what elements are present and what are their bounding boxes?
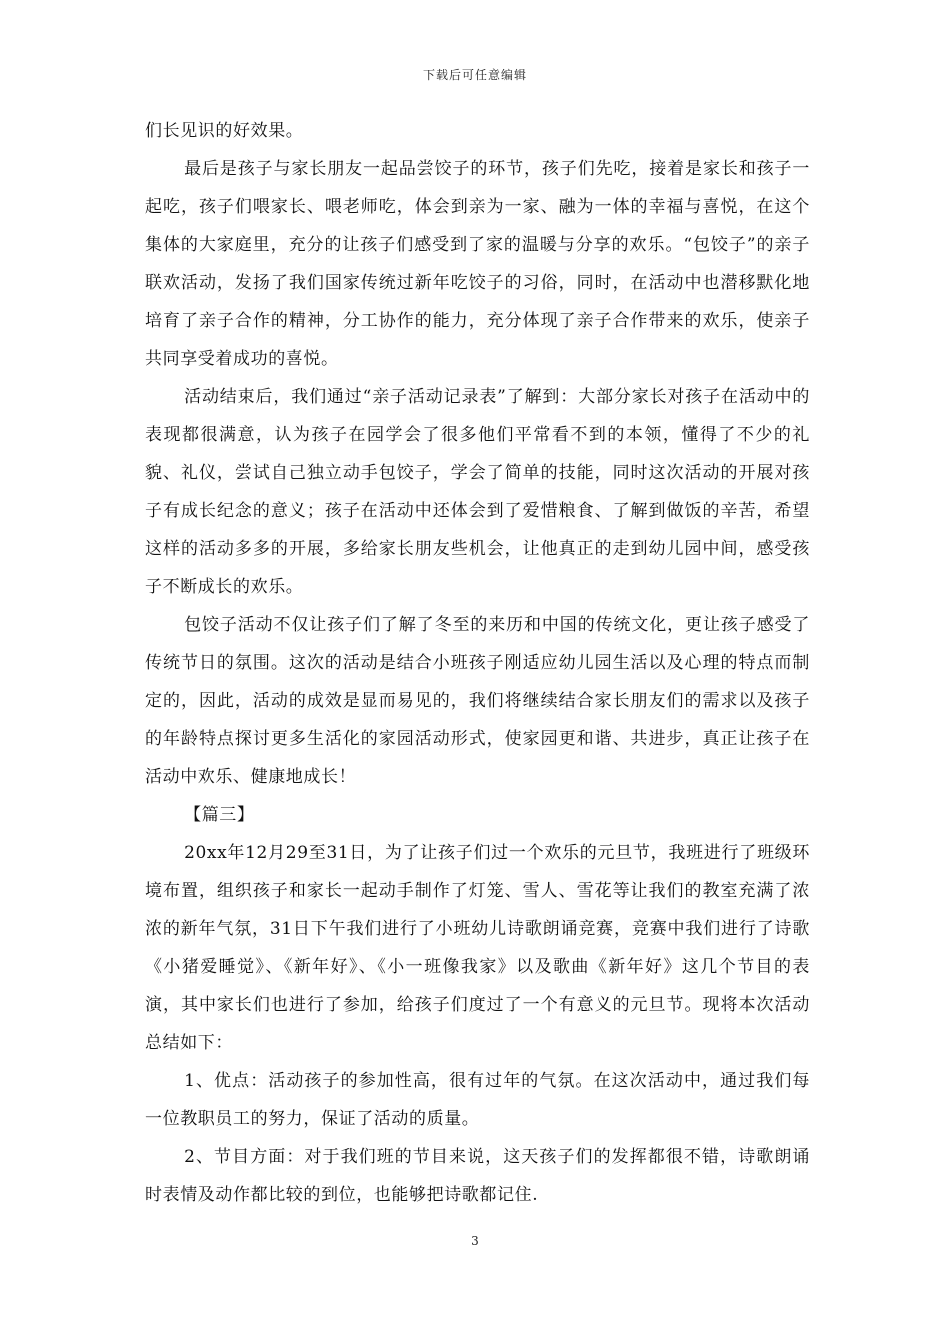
paragraph-tasting-dumplings: 最后是孩子与家长朋友一起品尝饺子的环节，孩子们先吃，接着是家长和孩子一起吃，孩子们喂家长、喂老师吃，体会到亲为一家、融为一体的幸福与喜悦，在这个集体的大家庭里，充分的让孩子们感受到了家的温暖与分享的欢乐。“包饺子”的亲子联欢活动，发扬了我们国家传统过新年吃饺子的习俗，同时，在活动中也潜移默化地培育了亲子合作的精神，分工协作的能力，充分体现了亲子合作带来的欢乐，使亲子共同享受着成功的喜悦。 bbox=[145, 159, 810, 369]
paragraph-point-programs: 2、节目方面：对于我们班的节目来说，这天孩子们的发挥都很不错，诗歌朗诵时表情及动作都比较的到位，也能够把诗歌都记住. bbox=[145, 1147, 810, 1205]
paragraph-new-year-event: 20xx年12月29至31日，为了让孩子们过一个欢乐的元旦节，我班进行了班级环境布置，组织孩子和家长一起动手制作了灯笼、雪人、雪花等让我们的教室充满了浓浓的新年气氛，31日下午我们进行了小班幼儿诗歌朗诵竞赛，竞赛中我们进行了诗歌《小猪爱睡觉》、《新年好》、《小一班像我家》以及歌曲《新年好》这几个节目的表演，其中家长们也进行了参加，给孩子们度过了一个有意义的元旦节。现将本次活动总结如下： bbox=[145, 843, 810, 1053]
document-body bbox=[145, 112, 810, 1214]
section-heading-part-three: 【篇三】 bbox=[184, 805, 255, 825]
page-header: 下载后可任意编辑 bbox=[422, 68, 527, 82]
paragraph-continuation: 们长见识的好效果。 bbox=[145, 121, 304, 141]
paragraph-dumpling-summary: 包饺子活动不仅让孩子们了解了冬至的来历和中国的传统文化，更让孩子感受了传统节日的氛围。这次的活动是结合小班孩子刚适应幼儿园生活以及心理的特点而制定的，因此，活动的成效是显而易见的，我们将继续结合家长朋友们的需求以及孩子的年龄特点探讨更多生活化的家园活动形式，使家园更和谐、共进步，真正让孩子在活动中欢乐、健康地成长！ bbox=[145, 615, 810, 787]
paragraph-point-advantages: 1、优点：活动孩子的参加性高，很有过年的气氛。在这次活动中，通过我们每一位教职员工的努力，保证了活动的质量。 bbox=[145, 1071, 810, 1129]
paragraph-activity-feedback: 活动结束后，我们通过“亲子活动记录表”了解到：大部分家长对孩子在活动中的表现都很满意，认为孩子在园学会了很多他们平常看不到的本领，懂得了不少的礼貌、礼仪，尝试自己独立动手包饺子，学会了简单的技能，同时这次活动的开展对孩子有成长纪念的意义；孩子在活动中还体会到了爱惜粮食、了解到做饭的辛苦，希望这样的活动多多的开展，多给家长朋友些机会，让他真正的走到幼儿园中间，感受孩子不断成长的欢乐。 bbox=[145, 387, 810, 597]
page-number: 3 bbox=[471, 1234, 479, 1248]
